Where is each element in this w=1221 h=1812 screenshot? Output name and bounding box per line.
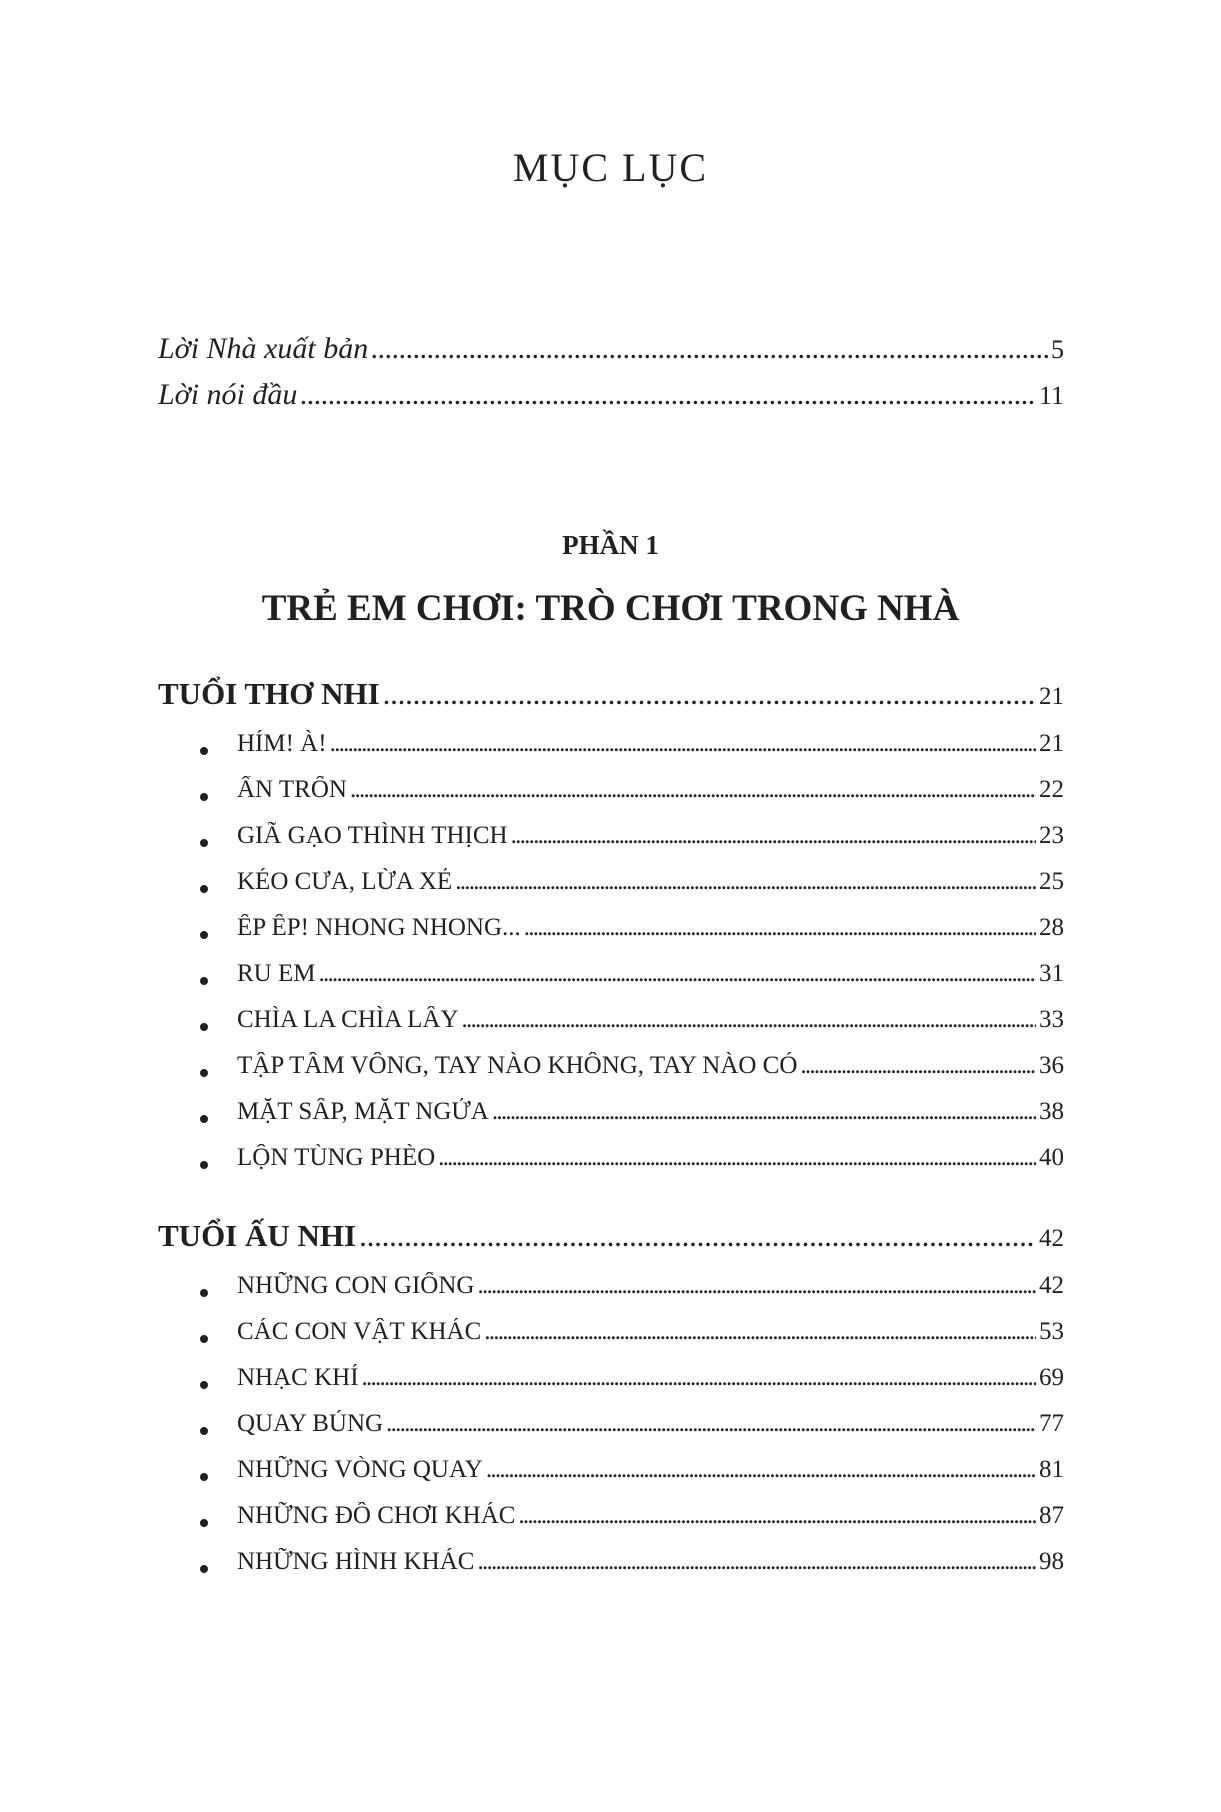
- toc-page-number: 21: [1039, 683, 1064, 710]
- bullet-icon: [200, 839, 208, 847]
- bullet-icon: [200, 885, 208, 893]
- dot-leader: [359, 1218, 1036, 1254]
- toc-page-number: 42: [1039, 1272, 1064, 1299]
- toc-section-tuoi-au-nhi[interactable]: [158, 1218, 1064, 1254]
- toc-item[interactable]: [237, 1006, 1064, 1034]
- toc-page-number: 38: [1039, 1098, 1064, 1125]
- toc-item[interactable]: [237, 1410, 1064, 1438]
- toc-label: CHÌA LA CHÌA LẤY: [237, 1006, 459, 1033]
- toc-page-number: 21: [1039, 730, 1064, 757]
- bullet-icon: [200, 1427, 208, 1435]
- toc-item[interactable]: [237, 1052, 1064, 1080]
- toc-item[interactable]: [237, 1144, 1064, 1172]
- bullet-icon: [200, 1335, 208, 1343]
- toc-item[interactable]: [237, 776, 1064, 804]
- dot-leader: [300, 378, 1036, 412]
- dot-leader: [383, 676, 1036, 712]
- toc-label: MẶT SẤP, MẶT NGỬA: [237, 1098, 489, 1125]
- dot-leader: [486, 1456, 1036, 1484]
- dot-leader: [484, 1318, 1036, 1346]
- toc-label: Lời Nhà xuất bản: [158, 332, 369, 365]
- toc-page-number: 40: [1039, 1144, 1064, 1171]
- toc-page-number: 33: [1039, 1006, 1064, 1033]
- toc-label: NHỮNG CON GIỐNG: [237, 1272, 475, 1299]
- toc-item[interactable]: [237, 1502, 1064, 1530]
- toc-label: QUAY BÚNG: [237, 1410, 384, 1437]
- toc-label: NHỮNG VÒNG QUAY: [237, 1456, 483, 1483]
- toc-label: GIÃ GẠO THÌNH THỊCH: [237, 822, 508, 849]
- toc-page-number: 36: [1039, 1052, 1064, 1079]
- toc-page-number: 81: [1039, 1456, 1064, 1483]
- dot-leader: [330, 730, 1036, 758]
- toc-item[interactable]: [237, 1456, 1064, 1484]
- bullet-icon: [200, 1381, 208, 1389]
- toc-page-number: 77: [1039, 1410, 1064, 1437]
- toc-page-number: 22: [1039, 776, 1064, 803]
- toc-item[interactable]: [237, 1548, 1064, 1576]
- toc-label: HÍM! À!: [237, 730, 327, 757]
- toc-label: TẬP TẦM VÔNG, TAY NÀO KHÔNG, TAY NÀO CÓ: [237, 1052, 798, 1079]
- dot-leader: [386, 1410, 1036, 1438]
- toc-label: RU EM: [237, 960, 316, 987]
- toc-page-number: 42: [1039, 1225, 1064, 1252]
- toc-page-number: 28: [1039, 914, 1064, 941]
- bullet-icon: [200, 1115, 208, 1123]
- toc-page-number: 69: [1039, 1364, 1064, 1391]
- toc-label: NHỮNG ĐỒ CHƠI KHÁC: [237, 1502, 516, 1529]
- toc-label: NHẠC KHÍ: [237, 1364, 359, 1391]
- toc-page-number: 87: [1039, 1502, 1064, 1529]
- part-label: PHẦN 1: [562, 530, 659, 560]
- dot-leader: [492, 1098, 1036, 1126]
- bullet-icon: [200, 747, 208, 755]
- dot-leader: [800, 1052, 1036, 1080]
- toc-item[interactable]: [237, 914, 1064, 942]
- part-title: TRẺ EM CHƠI: TRÒ CHƠI TRONG NHÀ: [261, 588, 960, 629]
- bullet-icon: [200, 1289, 208, 1297]
- toc-page-number: 5: [1051, 335, 1064, 364]
- dot-leader: [518, 1502, 1036, 1530]
- toc-section-label: TUỔI ẤU NHI: [158, 1218, 357, 1253]
- toc-item[interactable]: [237, 1318, 1064, 1346]
- bullet-icon: [200, 931, 208, 939]
- toc-item[interactable]: [237, 868, 1064, 896]
- dot-leader: [438, 1144, 1036, 1172]
- bullet-icon: [200, 977, 208, 985]
- dot-leader: [477, 1548, 1036, 1576]
- bullet-icon: [200, 1023, 208, 1031]
- toc-section-label: TUỔI THƠ NHI: [158, 676, 380, 711]
- toc-label: NHỮNG HÌNH KHÁC: [237, 1548, 475, 1575]
- toc-page-number: 98: [1039, 1548, 1064, 1575]
- dot-leader: [318, 960, 1036, 988]
- toc-label: KÉO CƯA, LỪA XẺ: [237, 868, 453, 895]
- bullet-icon: [200, 1565, 208, 1573]
- toc-item[interactable]: [237, 822, 1064, 850]
- bullet-icon: [200, 1519, 208, 1527]
- toc-label: CÁC CON VẬT KHÁC: [237, 1318, 482, 1345]
- page-title: MỤC LỤC: [512, 145, 709, 190]
- dot-leader: [350, 776, 1036, 804]
- toc-page-number: 11: [1038, 381, 1064, 410]
- dot-leader: [462, 1006, 1036, 1034]
- toc-item[interactable]: [237, 1364, 1064, 1392]
- toc-front-preface[interactable]: [158, 378, 1064, 412]
- dot-leader: [362, 1364, 1036, 1392]
- toc-label: ẾP ẾP! NHONG NHONG...: [237, 914, 521, 941]
- bullet-icon: [200, 1161, 208, 1169]
- bullet-icon: [200, 1069, 208, 1077]
- toc-item[interactable]: [237, 960, 1064, 988]
- toc-item[interactable]: [237, 730, 1064, 758]
- dot-leader: [511, 822, 1036, 850]
- bullet-icon: [200, 1473, 208, 1481]
- dot-leader: [477, 1272, 1036, 1300]
- bullet-icon: [200, 793, 208, 801]
- toc-label: Lời nói đầu: [158, 378, 298, 411]
- dot-leader: [524, 914, 1036, 942]
- toc-item[interactable]: [237, 1272, 1064, 1300]
- toc-label: ẨN TRỐN: [237, 776, 347, 803]
- dot-leader: [455, 868, 1036, 896]
- toc-section-tuoi-tho-nhi[interactable]: [158, 676, 1064, 712]
- toc-label: LỘN TÙNG PHÈO: [237, 1144, 436, 1171]
- toc-item[interactable]: [237, 1098, 1064, 1126]
- toc-page-number: 53: [1039, 1318, 1064, 1345]
- dot-leader: [371, 332, 1048, 366]
- toc-page-number: 31: [1039, 960, 1064, 987]
- toc-front-publisher-note[interactable]: [158, 332, 1064, 366]
- toc-page-number: 23: [1039, 822, 1064, 849]
- toc-page-number: 25: [1039, 868, 1064, 895]
